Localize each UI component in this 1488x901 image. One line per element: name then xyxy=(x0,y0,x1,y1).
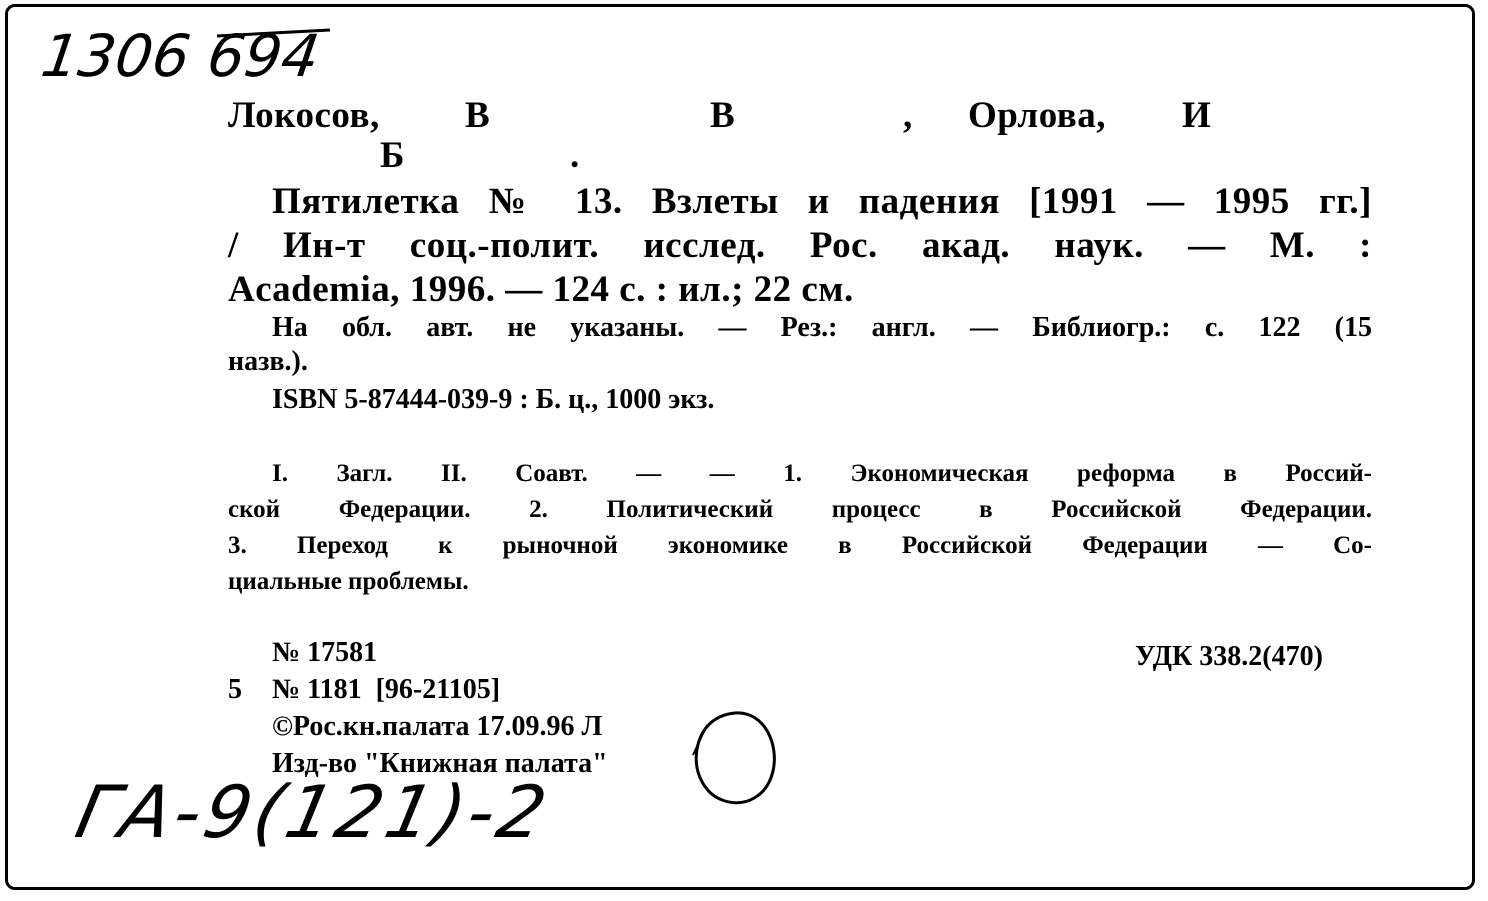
note-line-2: назв.). xyxy=(228,346,308,377)
isbn-line: ISBN 5-87444-039-9 : Б. ц., 1000 экз. xyxy=(272,384,715,415)
note-line-1: На обл. авт. не указаны. — Рез.: англ. — Библиогр.: с. 122 (15 xyxy=(272,312,1372,343)
copyright-line: ©Рос.кн.палата 17.09.96 Л xyxy=(272,711,603,742)
author-initial-4: Б xyxy=(380,135,405,176)
record-number: № 17581 xyxy=(272,637,378,668)
title-line-3: Academia, 1996. — 124 с. : ил.; 22 см. xyxy=(228,269,854,310)
handwritten-overline xyxy=(215,28,335,40)
subject-line-2: ской Федерации. 2. Политический процесс в Российской Федерации. xyxy=(228,496,1372,523)
side-digit: 5 xyxy=(228,674,242,705)
publisher-line: Изд-во "Книжная палата" xyxy=(272,748,608,779)
title-line-1: Пятилетка № 13. Взлеты и падения [1991 — 1995 гг.] xyxy=(272,181,1372,222)
record-number-2: № 1181 [96-21105] xyxy=(272,674,501,705)
handwritten-bottom-mark: ГА-9(121)-2 xyxy=(69,770,558,854)
subject-line-4: циальные проблемы. xyxy=(228,568,469,595)
stamp-circle xyxy=(685,705,785,810)
author-initial-3: И xyxy=(1182,95,1212,136)
subject-line-1: I. Загл. II. Соавт. — — 1. Экономическая реформа в Россий- xyxy=(272,460,1372,487)
subject-line-3: 3. Переход к рыночной экономике в Российской Федерации — Со- xyxy=(228,532,1372,559)
title-line-2: / Ин-т соц.-полит. исслед. Рос. акад. наук. — М. : xyxy=(228,225,1372,266)
author-comma: , xyxy=(903,95,913,136)
author-initial-1: В xyxy=(465,95,491,136)
udk-code: УДК 338.2(470) xyxy=(1135,641,1323,672)
author-surname-2: Орлова, xyxy=(968,95,1107,136)
handwritten-inventory-number: 1306 694 xyxy=(37,22,324,90)
author-dot: . xyxy=(570,135,580,176)
author-surname-1: Локосов, xyxy=(228,95,380,136)
author-initial-2: В xyxy=(710,95,736,136)
